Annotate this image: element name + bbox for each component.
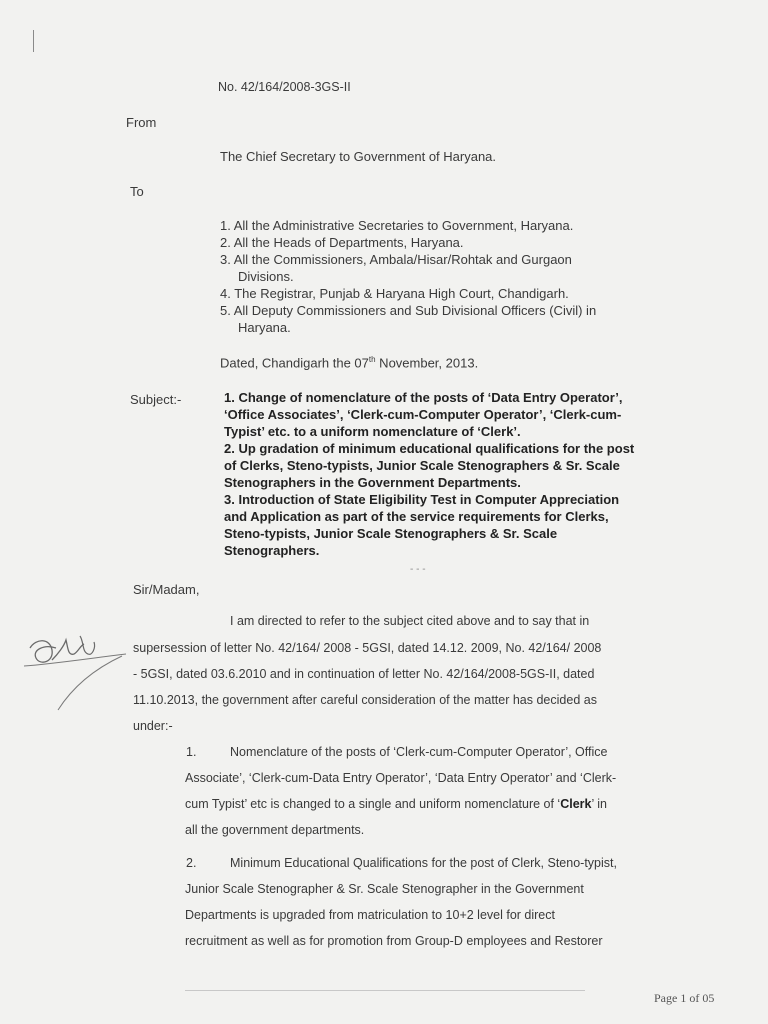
point-text: ’ in bbox=[591, 797, 607, 811]
recipient-item: Haryana. bbox=[238, 320, 291, 335]
subject-line: 2. Up gradation of minimum educational qualifications for the post bbox=[224, 441, 635, 456]
point-text: cum Typist’ etc is changed to a single and uniform nomenclature of bbox=[185, 797, 554, 811]
recipient-item: Divisions. bbox=[238, 269, 294, 284]
subject-line: of Clerks, Steno-typists, Junior Scale Stenographers & Sr. Scale bbox=[224, 458, 620, 473]
date-line bbox=[220, 355, 478, 370]
point-line: recruitment as well as for promotion from Group-D employees and Restorer bbox=[185, 934, 603, 948]
scan-mark bbox=[33, 30, 34, 52]
subject-line: 1. Change of nomenclature of the posts of ‘Data Entry Operator’, bbox=[224, 390, 623, 405]
from-label: From bbox=[126, 115, 157, 130]
subject-line: Stenographers in the Government Departments. bbox=[224, 475, 521, 490]
subject-line: Steno-typists, Junior Scale Stenographers & Sr. Scale bbox=[224, 526, 558, 541]
point-number: 1. bbox=[186, 745, 197, 759]
point-line: Junior Scale Stenographer & Sr. Scale Stenographer in the Government bbox=[185, 882, 584, 896]
date-prefix: Dated, Chandigarh the 07 bbox=[220, 355, 369, 371]
point-line: Minimum Educational Qualifications for the post of Clerk, Steno-typist, bbox=[230, 856, 617, 870]
subject-label: Subject:- bbox=[130, 392, 182, 407]
to-label: To bbox=[130, 184, 144, 199]
recipient-item: 4. The Registrar, Punjab & Haryana High Court, Chandigarh. bbox=[220, 286, 569, 301]
point-line: Associate’, ‘Clerk-cum-Data Entry Operator’, ‘Data Entry Operator’ and ‘Clerk- bbox=[185, 771, 617, 785]
body-line: 11.10.2013, the government after careful consideration of the matter has decided as bbox=[133, 693, 597, 707]
subject-line: Stenographers. bbox=[224, 543, 320, 558]
body-line: I am directed to refer to the subject cited above and to say that in bbox=[230, 614, 590, 628]
body-line: under:- bbox=[133, 719, 173, 733]
date-suffix-sup: th bbox=[368, 355, 376, 364]
body-line: - 5GSI, dated 03.6.2010 and in continuation of letter No. 42/164/2008-5GS-II, dated bbox=[133, 667, 595, 681]
subject-line: Typist’ etc. to a uniform nomenclature of ‘Clerk’. bbox=[224, 424, 521, 439]
point-number: 2. bbox=[186, 856, 197, 870]
salutation: Sir/Madam, bbox=[133, 582, 200, 597]
recipient-item: 5. All Deputy Commissioners and Sub Divisional Officers (Civil) in bbox=[220, 303, 597, 318]
recipient-item: 3. All the Commissioners, Ambala/Hisar/Rohtak and Gurgaon bbox=[220, 252, 572, 267]
recipient-item: 1. All the Administrative Secretaries to Government, Haryana. bbox=[220, 218, 574, 233]
from-value: The Chief Secretary to Government of Haryana. bbox=[220, 149, 497, 164]
letter-number: No. 42/164/2008-3GS-II bbox=[218, 80, 351, 94]
body-line: supersession of letter No. 42/164/ 2008 - 5GSI, dated 14.12. 2009, No. 42/164/ 2008 bbox=[133, 641, 602, 655]
recipient-item: 2. All the Heads of Departments, Haryana. bbox=[220, 235, 464, 250]
point-line: Nomenclature of the posts of ‘Clerk-cum-Computer Operator’, Office bbox=[230, 745, 608, 759]
subject-line: and Application as part of the service requirements for Clerks, bbox=[224, 509, 609, 524]
subject-line: 3. Introduction of State Eligibility Test in Computer Appreciation bbox=[224, 492, 620, 507]
point-line: cum Typist’ etc is changed to a single and uniform nomenclature of ‘Clerk’ in bbox=[185, 797, 607, 811]
point-line: Departments is upgraded from matriculation to 10+2 level for direct bbox=[185, 908, 555, 922]
handwritten-signature bbox=[22, 618, 132, 718]
footer-rule bbox=[185, 990, 585, 991]
clerk-emphasis: Clerk bbox=[560, 797, 592, 811]
subject-line: ‘Office Associates’, ‘Clerk-cum-Computer Operator’, ‘Clerk-cum- bbox=[224, 407, 622, 422]
date-suffix: November, 2013. bbox=[375, 355, 479, 371]
point-line: all the government departments. bbox=[185, 823, 365, 837]
separator: - - - bbox=[410, 564, 426, 575]
page-footer: Page 1 of 05 bbox=[654, 991, 715, 1005]
